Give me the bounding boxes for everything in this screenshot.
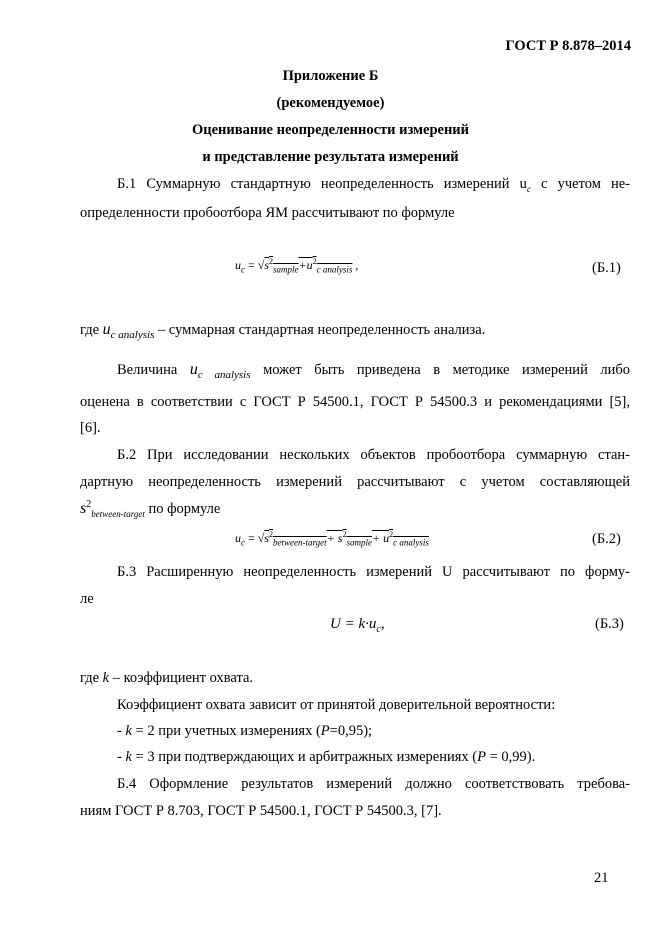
appendix-title: Приложение Б [282,68,379,84]
b2-line3: $s^2_{between-target}$ по формуле [80,499,221,519]
value-line3: [6]. [80,420,101,436]
appendix-status: (рекомендуемое) [276,95,385,111]
appendix-heading-line2: и представление результата измерений [202,149,459,165]
formula-b2: $u_c = √s^2_{between-target}+ s^2_{sample}+ u^2_{c analysis}$ [235,530,429,548]
where1-line: где $u_{c analysis}$ – суммарная стандартная неопределенность анализа. [80,321,486,341]
b1-line2: определенности пробоотбора ЯМ рассчитывают по формуле [80,205,455,221]
b4-line2: ниям ГОСТ Р 8.703, ГОСТ Р 54500.1, ГОСТ Р 54500.3, [7]. [80,803,442,819]
b2-line2: дартную неопределенность измерений рассчитывают с учетом составляющей [80,474,630,490]
formula-b3-number: (Б.3) [595,616,624,632]
where3-line: где k – коэффициент охвата. [80,670,254,686]
bullet-k2: - k = 2 при учетных измерениях (P=0,95); [117,723,373,739]
b3-line1: Б.3 Расширенную неопределенность измерений U рассчитывают по форму- [117,564,630,580]
formula-b1: $u_c = √s^2_{sample}+u^2_{c analysis}$ , [235,257,359,275]
appendix-heading-line1: Оценивание неопределенности измерений [191,122,470,138]
b1-line1: Б.1 Суммарную стандартную неопределенность измерений $u_с$ с учетом не- [117,176,631,194]
page-number: 21 [594,870,609,886]
value-line2: оценена в соответствии с ГОСТ Р 54500.1, ГОСТ Р 54500.3 и рекомендациями [5], [80,394,630,410]
formula-b3: $U = k\cdot u_c$, [330,616,385,635]
value-line1: Величина $u_{c analysis}$ может быть приведена в методике измерений либо [117,361,630,381]
b3-line2: ле [80,591,94,607]
standard-header: ГОСТ Р 8.878–2014 [505,38,631,54]
bullet-k3: - k = 3 при подтверждающих и арбитражных измерениях (P = 0,99). [117,749,536,765]
coef-line: Коэффициент охвата зависит от принятой доверительной вероятности: [117,697,556,713]
formula-b2-number: (Б.2) [592,531,621,547]
b2-line1: Б.2 При исследовании нескольких объектов пробоотбора суммарную стан- [117,447,630,463]
b4-line1: Б.4 Оформление результатов измерений должно соответствовать требова- [117,776,630,792]
formula-b1-number: (Б.1) [592,260,621,276]
